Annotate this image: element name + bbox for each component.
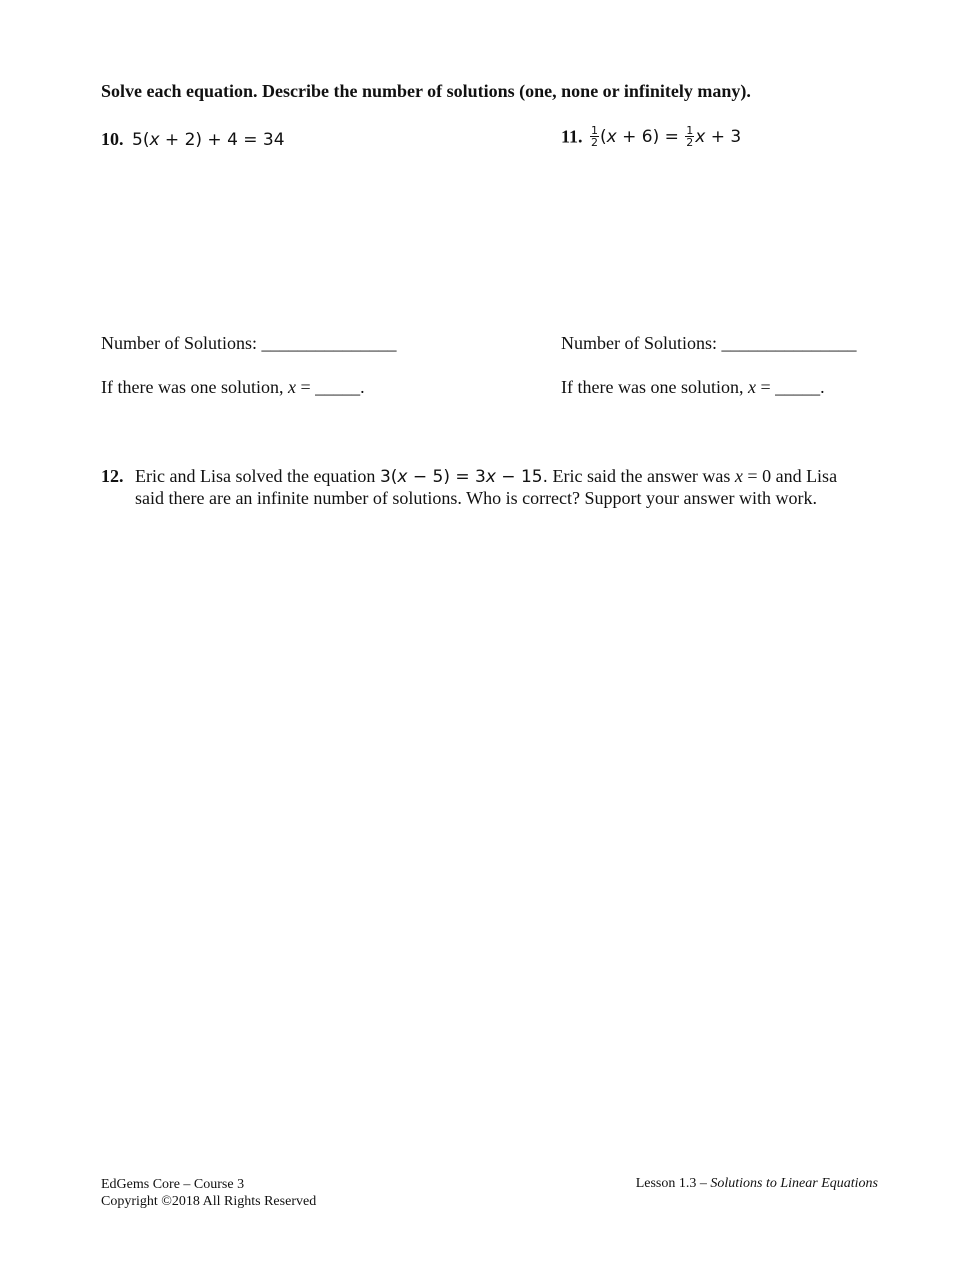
lesson-title: Solutions to Linear Equations xyxy=(710,1176,878,1191)
footer-copyright: Copyright ©2018 All Rights Reserved xyxy=(101,1194,317,1209)
footer-course: EdGems Core – Course 3 xyxy=(101,1177,245,1192)
solutions-line-10[interactable]: Number of Solutions: _______________ xyxy=(101,333,397,353)
equation-11: $\frac{1}{2}$ (x + 6) = $\frac{1}{2}$ x + 3 xyxy=(591,124,742,150)
problem-11 xyxy=(561,125,741,148)
fraction-half: $\frac{1}{2}$ xyxy=(591,124,599,150)
fraction-half: $\frac{1}{2}$ xyxy=(686,124,694,150)
equation-12: 3(x − 5) = 3x − 15. xyxy=(379,467,548,487)
problem-12-line-2: said there are an infinite number of solutions. Who is correct? Support your answer with work. xyxy=(135,488,817,508)
one-solution-line-11[interactable]: If there was one solution, x = _____. xyxy=(561,377,825,397)
one-solution-line-10[interactable]: If there was one solution, x = _____. xyxy=(101,377,365,397)
instructions: Solve each equation. Describe the number of solutions (one, none or infinitely many). xyxy=(101,81,751,101)
problem-number: 12. xyxy=(101,466,124,486)
footer-right: Lesson 1.3 – Solutions to Linear Equations xyxy=(635,1176,878,1191)
problem-10 xyxy=(101,129,285,150)
problem-12-line-1: Eric and Lisa solved the equation 3(x − 5) = 3x − 15. Eric said the answer was x = 0 and Lisa xyxy=(135,466,838,487)
problem-number: 10. xyxy=(101,129,124,149)
footer-left xyxy=(101,1176,316,1210)
equation-10: 5(x + 2) + 4 = 34 xyxy=(132,130,285,150)
solutions-line-11[interactable]: Number of Solutions: _______________ xyxy=(561,333,857,353)
problem-number: 11. xyxy=(561,126,583,147)
